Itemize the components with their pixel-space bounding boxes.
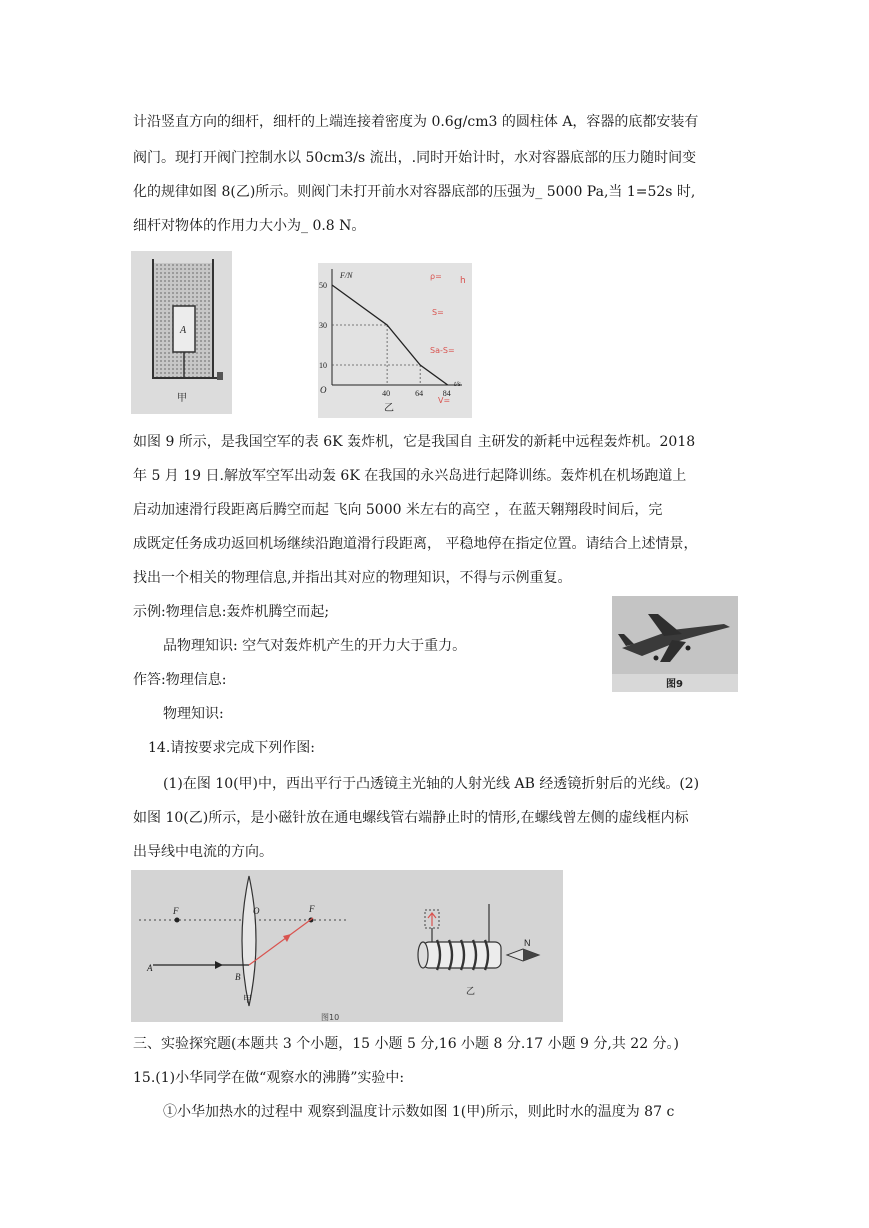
caption-yi: 乙 xyxy=(384,403,394,414)
example-knowledge: 品物理知识: 空气对轰炸机产生的开力大于重力。 xyxy=(163,638,467,654)
label-F-right: F xyxy=(309,904,315,914)
label-O: O xyxy=(253,906,260,916)
text-line: 年 5 月 19 日.解放军空军出动轰 6K 在我国的永兴岛进行起降训练。轰炸机在机场跑道上 xyxy=(133,468,687,484)
x-tick-label: 64 xyxy=(415,389,424,398)
label-N: N xyxy=(524,938,531,948)
handwritten-note: Sa-S= xyxy=(430,346,455,355)
caption-yi: 乙 xyxy=(466,987,476,997)
caption-jia: 甲 xyxy=(243,995,253,1005)
y-axis-label: F/N xyxy=(340,271,353,280)
label-B: B xyxy=(235,972,241,982)
label-F-left: F xyxy=(173,906,179,916)
text-line: 细杆对物体的作用力大小为_ 0.8 N。 xyxy=(133,218,366,234)
q14-title: 14.请按要求完成下列作图: xyxy=(148,740,315,756)
valve xyxy=(217,372,223,380)
convex-lens xyxy=(242,876,256,1006)
focus-left xyxy=(175,918,180,923)
text-line: 如图 10(乙)所示，是小磁针放在通电螺线管右端静止时的情形,在螺线曾左侧的虚线框内标 xyxy=(133,810,689,826)
text-line: 成既定任务成功返回机场继续沿跑道滑行段距离， 平稳地停在指定位置。请结合上述情景， xyxy=(133,536,698,552)
y-tick-label: 30 xyxy=(319,321,327,330)
label-A: A xyxy=(180,325,187,336)
figure-8-jia xyxy=(131,251,232,414)
origin-label: O xyxy=(320,385,327,395)
fig10-label: 图10 xyxy=(321,1013,340,1022)
current-arrow xyxy=(428,913,436,926)
y-tick-label: 50 xyxy=(319,281,327,290)
text-line: 阀门。现打开阀门控制水以 50cm3/s 流出，.同时开始计时，水对容器底部的压力随时间变 xyxy=(133,150,697,166)
figure-10 xyxy=(131,870,563,1022)
handwritten-note: S= xyxy=(432,308,444,317)
x-axis-label: t/s xyxy=(454,380,461,388)
q15-title: 15.(1)小华同学在做“观察水的沸腾”实验中: xyxy=(133,1070,405,1086)
text-line: 化的规律如图 8(乙)所示。则阀门未打开前水对容器底部的压强为_ 5000 Pa,当 1=52s 时, xyxy=(133,184,696,200)
text-line: 找出一个相关的物理信息,并指出其对应的物理知识，不得与示例重复。 xyxy=(133,570,572,586)
text-line: (1)在图 10(甲)中，西出平行于凸透镜主光轴的人射光线 AB 经透镜折射后的光线。(2) xyxy=(163,776,700,792)
text-line: 如图 9 所示，是我国空军的表 6K 轰炸机，它是我国自 主研发的新耗中远程轰炸机。2018 xyxy=(133,434,696,450)
handwritten-note: h xyxy=(460,276,466,286)
handwritten-notes xyxy=(422,263,472,418)
answer-info: 作答:物理信息: xyxy=(133,672,227,688)
label-A: A xyxy=(147,963,153,973)
text-line: 计沿竖直方向的细杆，细杆的上端连接着密度为 0.6g/cm3 的圆柱体 A，容器的底都安装有 xyxy=(133,114,699,130)
answer-knowledge: 物理知识: xyxy=(163,706,224,722)
caption-jia: 甲 xyxy=(177,393,187,404)
handwritten-note: V= xyxy=(438,396,451,405)
refracted-ray xyxy=(249,918,313,965)
q15-item-1: ①小华加热水的过程中 观察到温度计示数如图 1(甲)所示，则此时水的温度为 87 c xyxy=(163,1104,675,1120)
y-tick-label: 10 xyxy=(319,361,327,370)
x-tick-label: 40 xyxy=(382,389,391,398)
x-tick-label: 84 xyxy=(442,389,451,398)
caption-fig9: 图9 xyxy=(666,679,683,690)
section-heading: 三、实验探究题(本题共 3 个小题，15 小题 5 分,16 小题 8 分.17 小题 9 分,共 22 分。) xyxy=(133,1036,680,1052)
handwritten-note: ρ= xyxy=(430,272,442,281)
figure-9-bomber-image xyxy=(612,596,738,692)
text-line: 出导线中电流的方向。 xyxy=(133,844,273,860)
example-info: 示例:物理信息:轰炸机腾空而起; xyxy=(133,604,330,620)
text-line: 启动加速滑行段距离后腾空而起 飞向 5000 米左右的高空 ，在蓝天翱翔段时间后，完 xyxy=(133,502,663,518)
